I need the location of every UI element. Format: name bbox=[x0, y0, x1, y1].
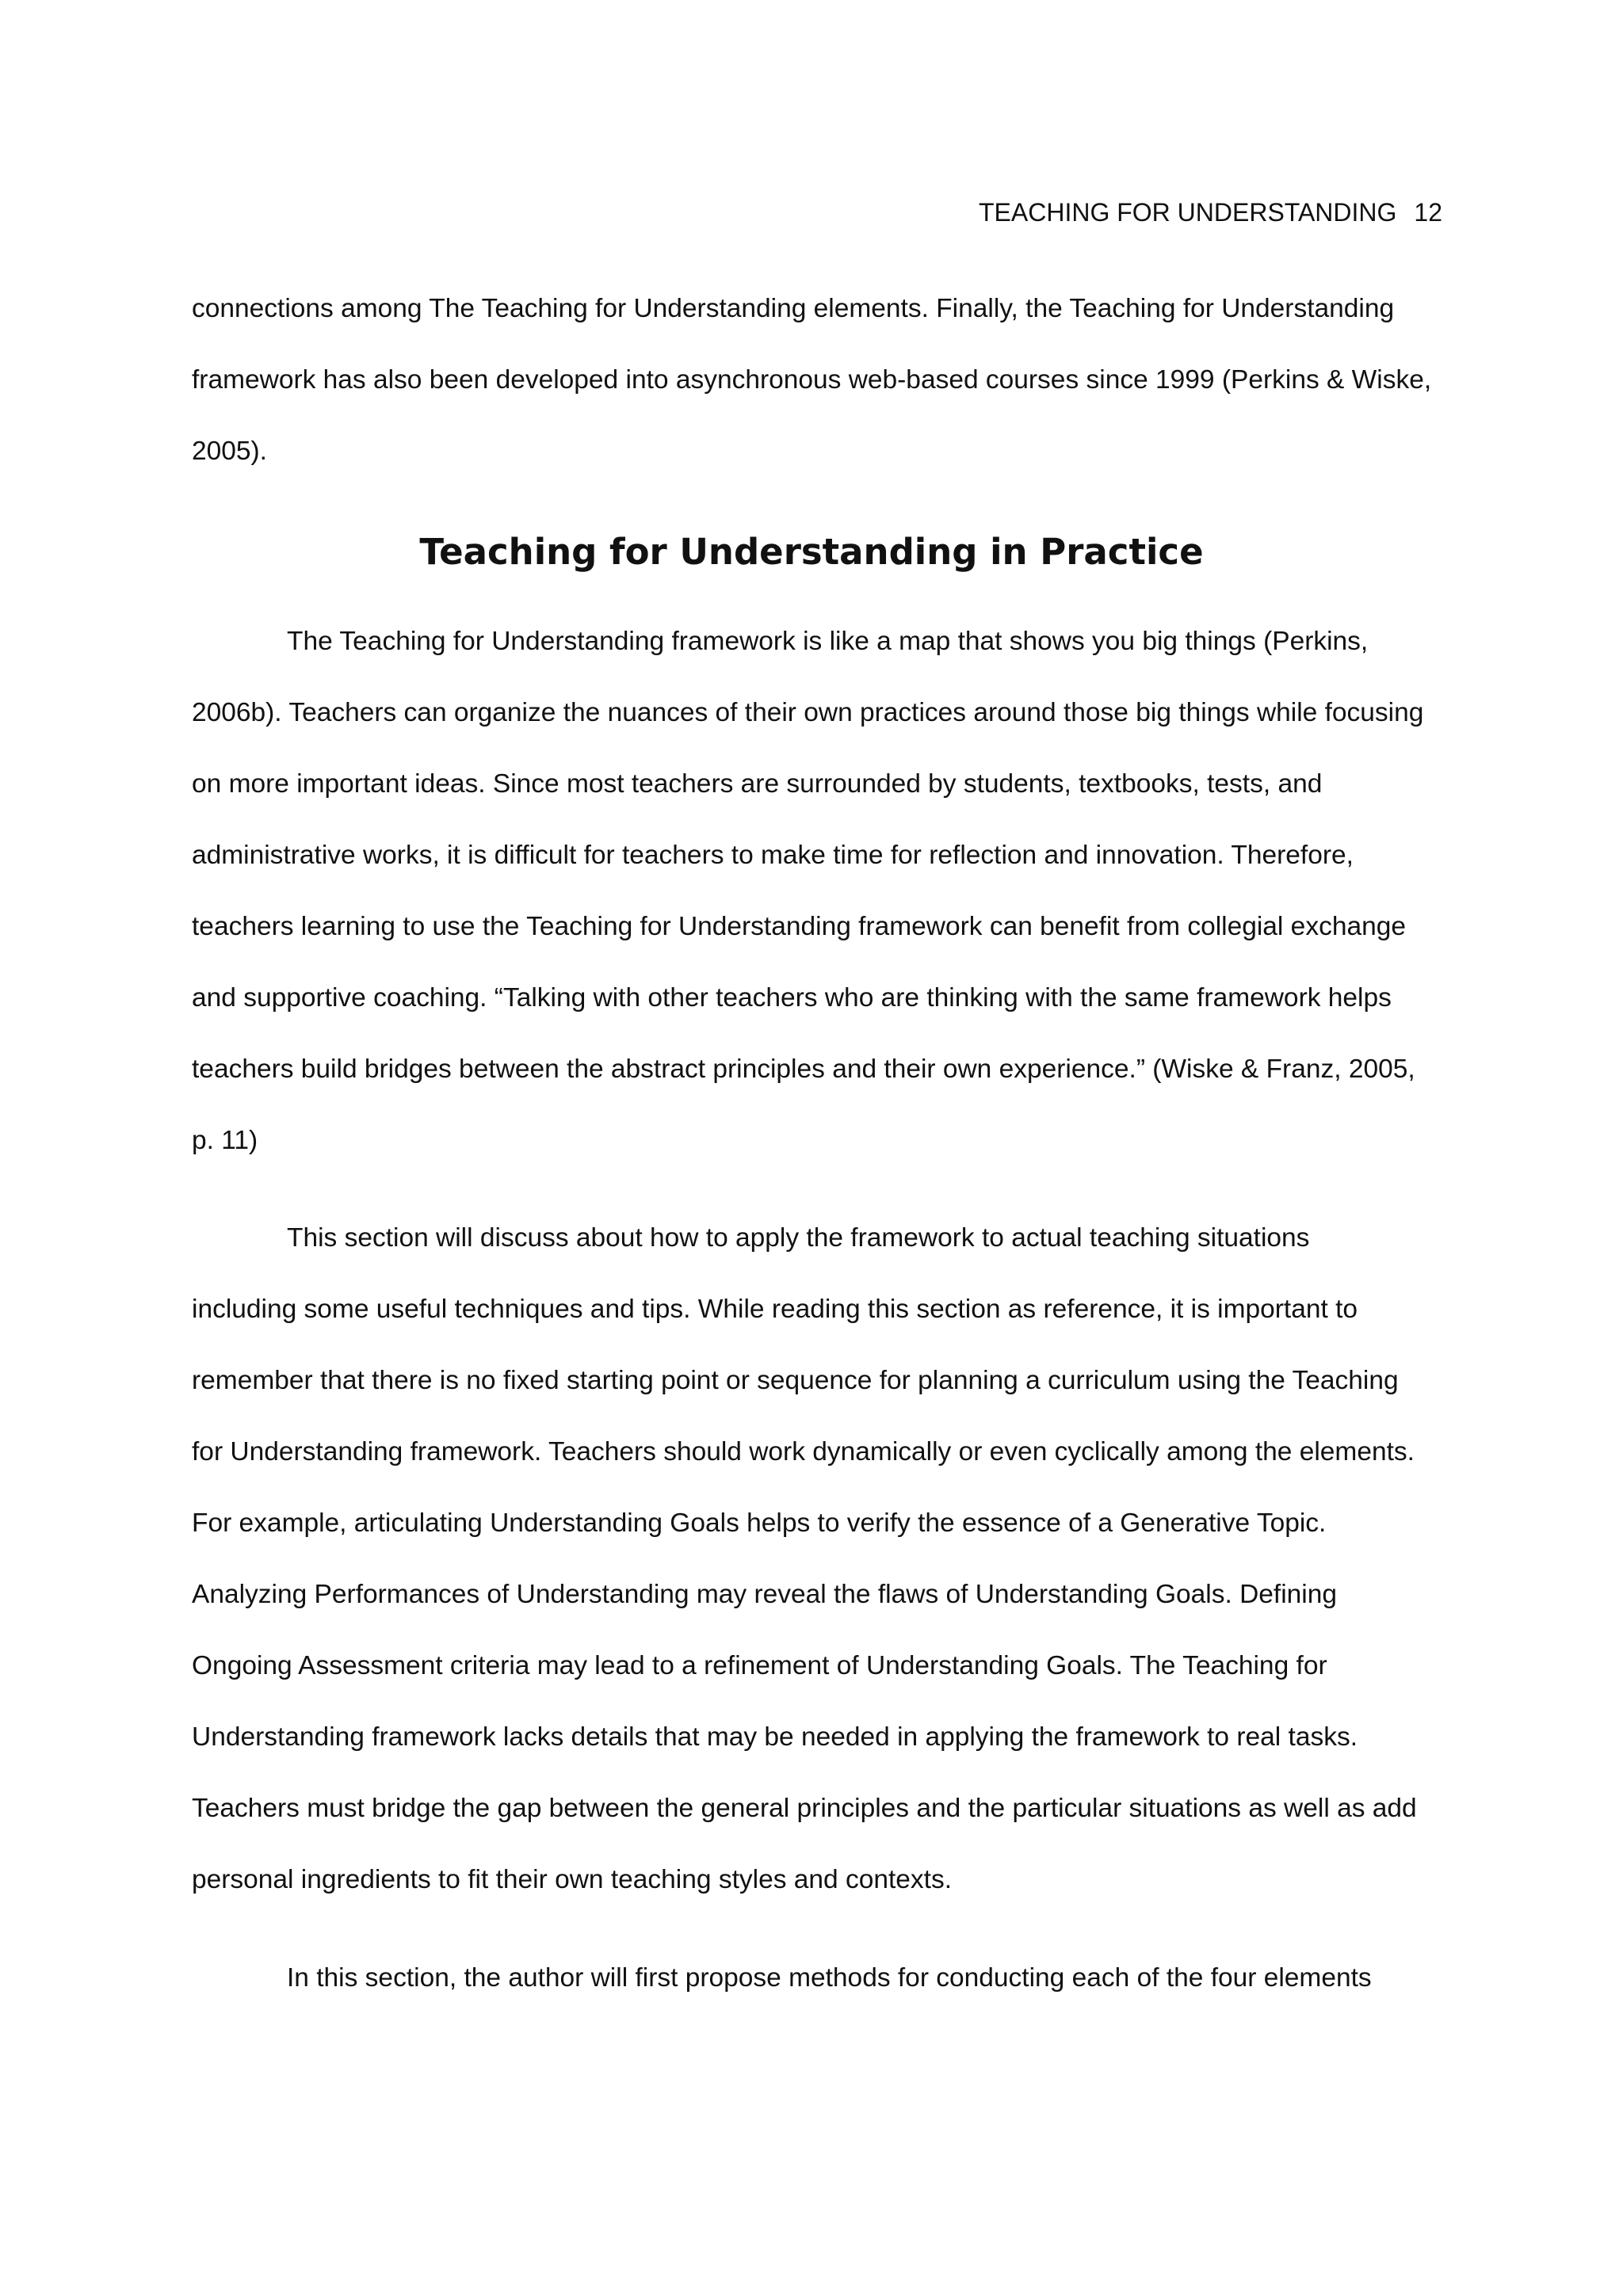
paragraph-line: framework has also been developed into asynchronous web-based courses since 1999 (Perkins & Wiske, bbox=[192, 365, 1432, 395]
paragraph-line: administrative works, it is difficult for teachers to make time for reflection and innovation. Therefore, bbox=[192, 841, 1354, 870]
paragraph-line: Understanding framework lacks details that may be needed in applying the framework to real tasks. bbox=[192, 1722, 1358, 1752]
paragraph-line: and supportive coaching. “Talking with other teachers who are thinking with the same framework helps bbox=[192, 983, 1392, 1013]
paragraph-line: on more important ideas. Since most teachers are surrounded by students, textbooks, tests, and bbox=[192, 769, 1323, 799]
paragraph-line: connections among The Teaching for Understanding elements. Finally, the Teaching for Understanding bbox=[192, 294, 1395, 323]
paragraph-line: teachers build bridges between the abstract principles and their own experience.” (Wiske & Franz, 2005, bbox=[192, 1055, 1415, 1084]
paragraph-line: remember that there is no fixed starting point or sequence for planning a curriculum using the Teaching bbox=[192, 1366, 1399, 1395]
page-number: 12 bbox=[1414, 198, 1442, 227]
paragraph-line: p. 11) bbox=[192, 1126, 258, 1155]
paragraph-line: Ongoing Assessment criteria may lead to a refinement of Understanding Goals. The Teaching for bbox=[192, 1651, 1327, 1680]
paragraph-line: For example, articulating Understanding Goals helps to verify the essence of a Generative Topic. bbox=[192, 1508, 1327, 1538]
running-title: TEACHING FOR UNDERSTANDING bbox=[978, 198, 1397, 227]
paragraph-line: Analyzing Performances of Understanding may reveal the flaws of Understanding Goals. Defining bbox=[192, 1580, 1337, 1609]
running-header bbox=[872, 195, 1442, 230]
paragraph-line: The Teaching for Understanding framework is like a map that shows you big things (Perkins, bbox=[287, 627, 1369, 656]
paragraph-line: personal ingredients to fit their own teaching styles and contexts. bbox=[192, 1865, 953, 1894]
paragraph-line: including some useful techniques and tips. While reading this section as reference, it is important to bbox=[192, 1295, 1358, 1324]
section-heading: Teaching for Understanding in Practice bbox=[419, 531, 1204, 573]
paragraph-line: 2005). bbox=[192, 437, 267, 466]
paragraph-line: Teachers must bridge the gap between the general principles and the particular situations as well as add bbox=[192, 1794, 1417, 1823]
paragraph-line: teachers learning to use the Teaching for Understanding framework can benefit from collegial exchange bbox=[192, 912, 1406, 941]
paragraph-line: In this section, the author will first propose methods for conducting each of the four elements bbox=[287, 1963, 1372, 1993]
paragraph-line: for Understanding framework. Teachers should work dynamically or even cyclically among the elements. bbox=[192, 1437, 1415, 1466]
paragraph-line: This section will discuss about how to apply the framework to actual teaching situations bbox=[287, 1223, 1310, 1253]
paragraph-line: 2006b). Teachers can organize the nuances of their own practices around those big things while focusing bbox=[192, 698, 1424, 727]
